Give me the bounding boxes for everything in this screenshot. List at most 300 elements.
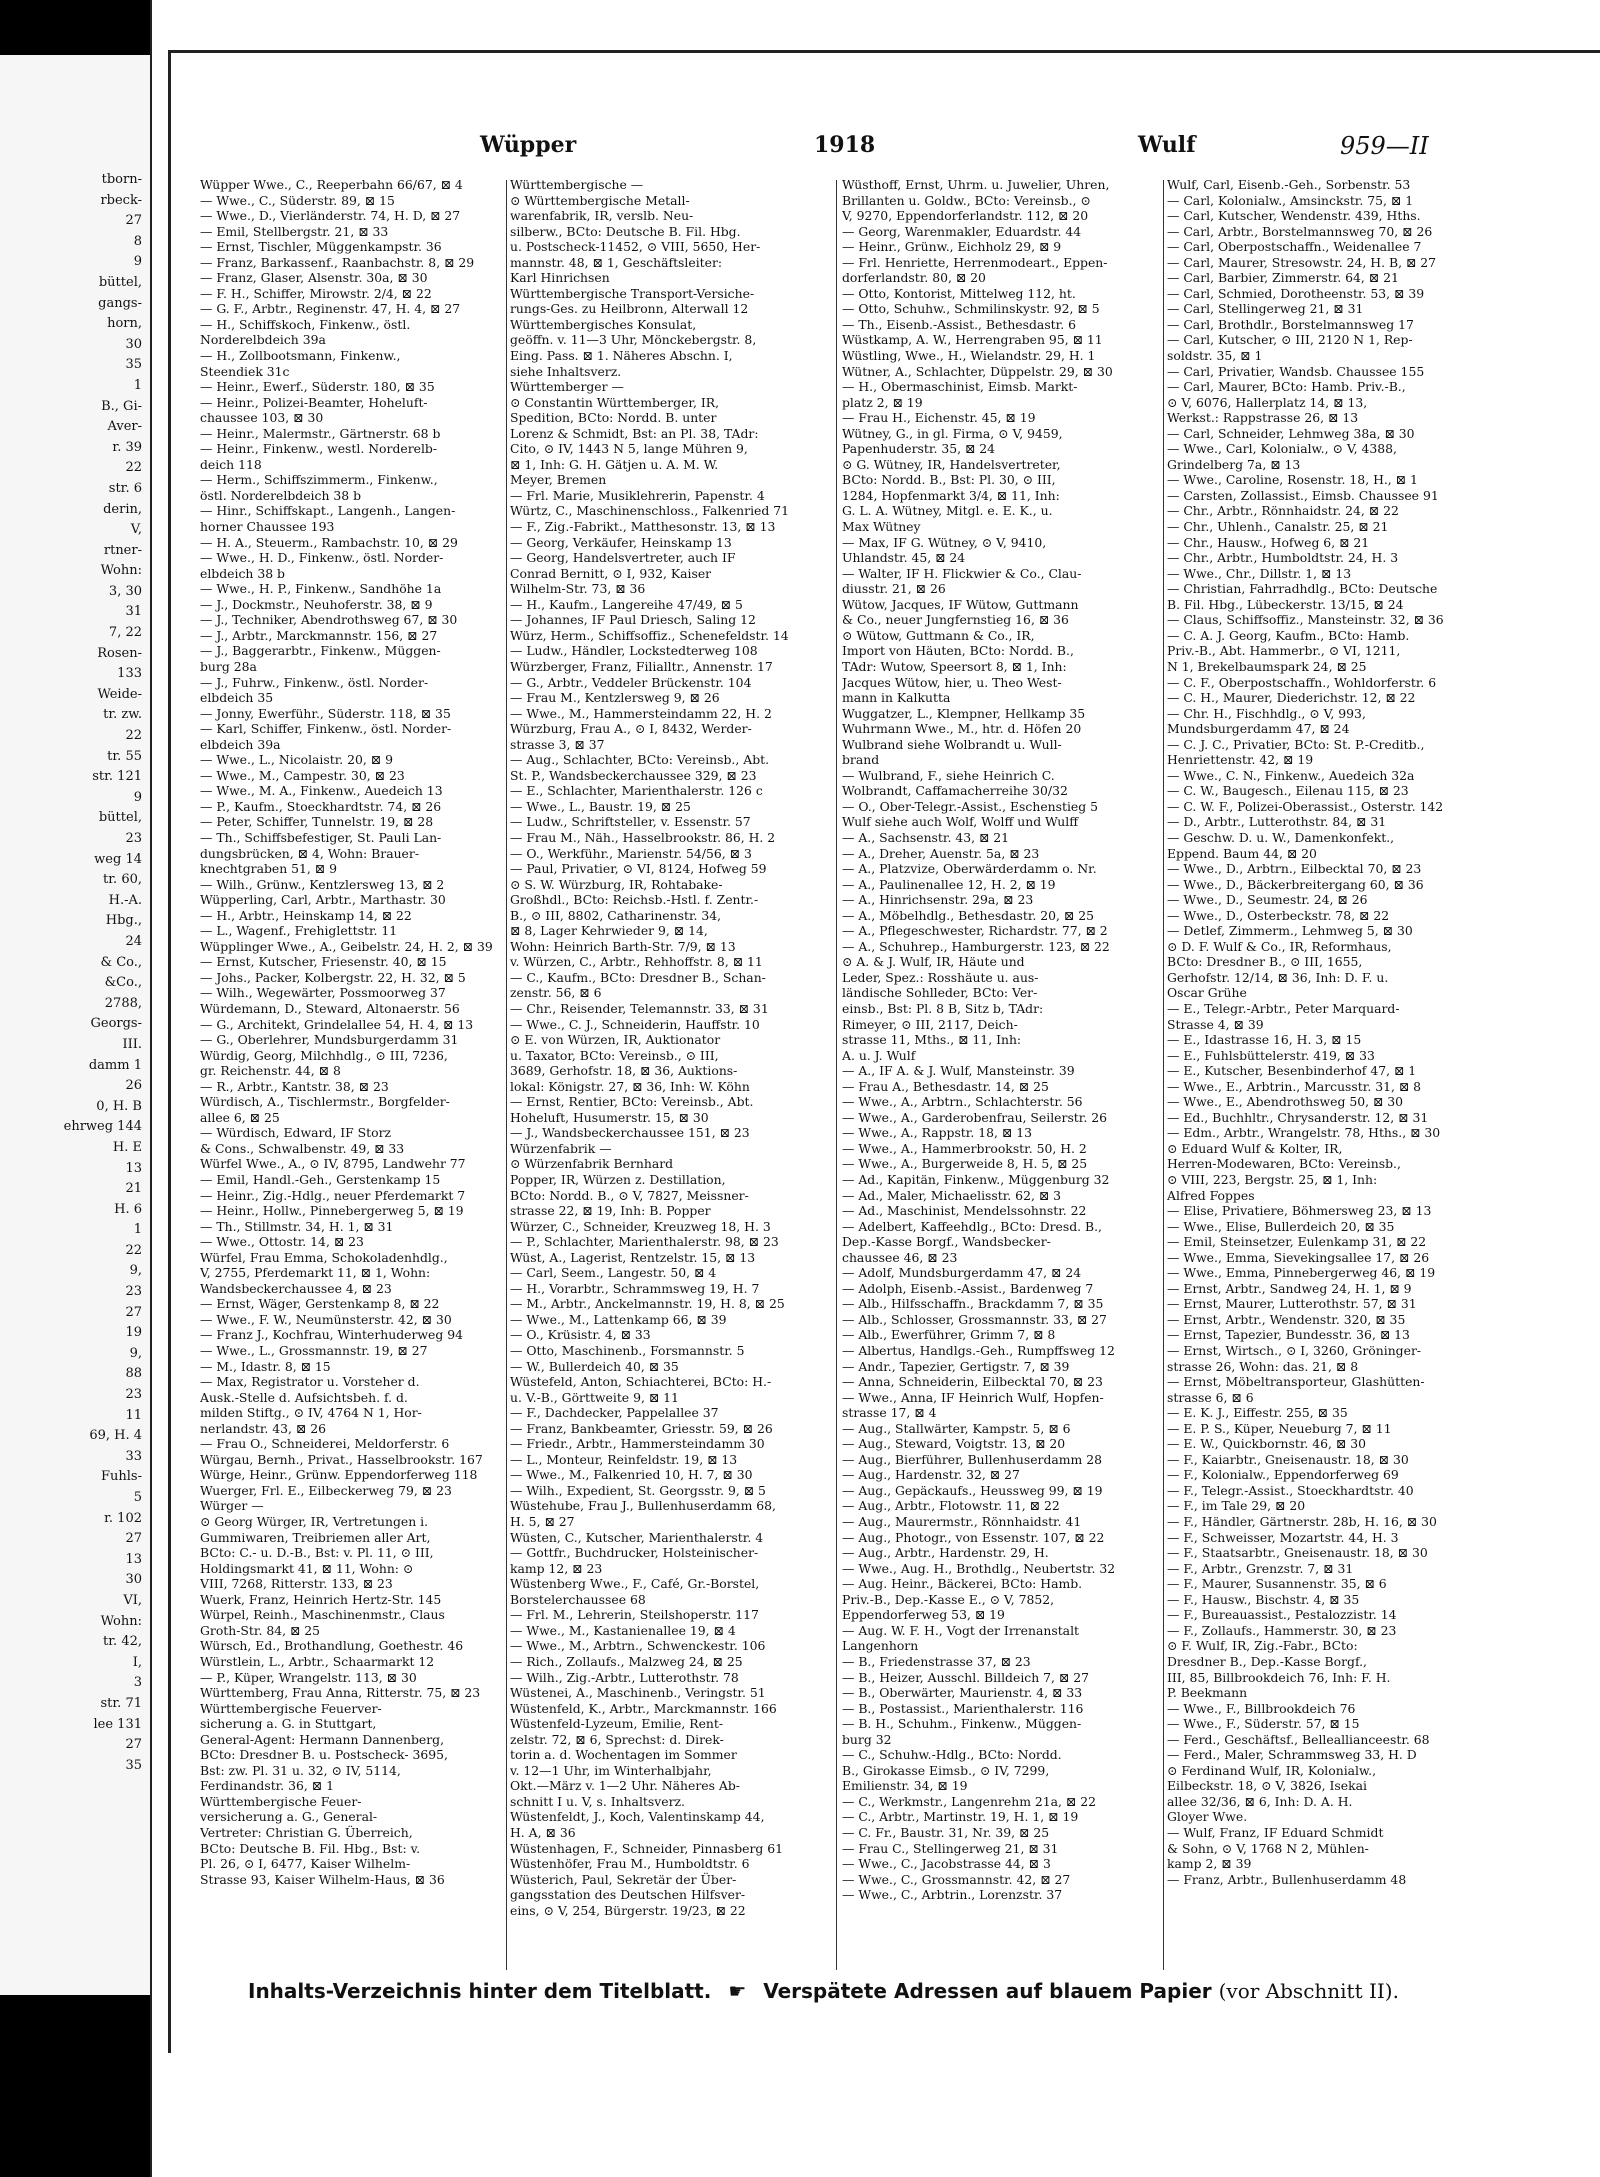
- directory-entry: TAdr: Wutow, Speersort 8, ⊠ 1, Inh:: [842, 658, 1067, 674]
- directory-entry: — B., Oberwärter, Maurienstr. 4, ⊠ 33: [842, 1685, 1083, 1701]
- directory-entry: — E. P. S., Küper, Neueburg 7, ⊠ 11: [1167, 1420, 1392, 1436]
- strip-fragment: str. 71: [100, 1695, 142, 1711]
- directory-entry: — Otto, Kontorist, Mittelweg 112, ht.: [842, 285, 1076, 301]
- directory-entry: — P., Schlachter, Marienthalerstr. 98, ⊠ 23: [510, 1234, 779, 1250]
- directory-entry: diusstr. 21, ⊠ 26: [842, 581, 946, 597]
- directory-entry: Wüstenfeld-Lyzeum, Emilie, Rent-: [510, 1716, 724, 1732]
- directory-entry: — Wwe., H. D., Finkenw., östl. Norder-: [200, 550, 444, 566]
- directory-entry: — Claus, Schiffsoffiz., Mansteinstr. 32, ⊠ 36: [1167, 612, 1444, 628]
- directory-entry: & Sohn, ⊙ V, 1768 N 2, Mühlen-: [1167, 1840, 1369, 1856]
- directory-entry: Langenhorn: [842, 1638, 919, 1654]
- directory-entry: Conrad Bernitt, ⊙ I, 932, Kaiser: [510, 565, 712, 581]
- directory-entry: — C. A. J. Georg, Kaufm., BCto: Hamb.: [1167, 627, 1410, 643]
- directory-entry: — Wwe., Ottostr. 14, ⊠ 23: [200, 1234, 364, 1250]
- directory-entry: — Aug., Steward, Voigtstr. 13, ⊠ 20: [842, 1436, 1066, 1452]
- directory-entry: — C. H., Maurer, Diederichstr. 12, ⊠ 22: [1167, 690, 1416, 706]
- directory-entry: — Franz, Arbtr., Bullenhuserdamm 48: [1167, 1871, 1407, 1887]
- directory-entry: — Wwe., Elise, Bullerdeich 20, ⊠ 35: [1167, 1218, 1395, 1234]
- directory-entry: brand: [842, 752, 880, 768]
- directory-entry: Henriettenstr. 42, ⊠ 19: [1167, 752, 1314, 768]
- directory-entry: — Carl, Barbier, Zimmerstr. 64, ⊠ 21: [1167, 270, 1399, 286]
- directory-column-1: [200, 177, 502, 1972]
- directory-entry: — Ernst, Wäger, Gerstenkamp 8, ⊠ 22: [200, 1296, 440, 1312]
- directory-entry: — R., Arbtr., Kantstr. 38, ⊠ 23: [200, 1078, 389, 1094]
- directory-entry: — Frl. Marie, Musiklehrerin, Papenstr. 4: [510, 487, 765, 503]
- directory-entry: — J., Baggerarbtr., Finkenw., Müggen-: [200, 643, 441, 659]
- strip-fragment: III.: [122, 1036, 142, 1052]
- directory-entry: — F., Dachdecker, Pappelallee 37: [510, 1405, 719, 1421]
- directory-entry: — Wilh., Grünw., Kentzlersweg 13, ⊠ 2: [200, 876, 445, 892]
- directory-entry: — G., Architekt, Grindelallee 54, H. 4, ⊠ 13: [200, 1016, 474, 1032]
- directory-entry: gangsstation des Deutschen Hilfsver-: [510, 1887, 746, 1903]
- directory-entry: ⊙ Württembergische Metall-: [510, 192, 690, 208]
- directory-entry: — Adolf, Mundsburgerdamm 47, ⊠ 24: [842, 1265, 1082, 1281]
- strip-fragment: 23: [125, 1387, 142, 1403]
- directory-entry: — Ernst, Tapezier, Bundesstr. 36, ⊠ 13: [1167, 1327, 1410, 1343]
- directory-entry: Würdemann, D., Steward, Altonaerstr. 56: [200, 1000, 460, 1016]
- strip-fragment: 9,: [129, 1263, 142, 1279]
- directory-entry: — C., Schuhw.-Hdlg., BCto: Nordd.: [842, 1747, 1062, 1763]
- directory-entry: V, 2755, Pferdemarkt 11, ⊠ 1, Wohn:: [200, 1265, 431, 1281]
- directory-entry: — Wwe., D., Vierländerstr. 74, H. D, ⊠ 27: [200, 208, 461, 224]
- directory-entry: — H., Zollbootsmann, Finkenw.,: [200, 348, 401, 364]
- directory-column-2: [510, 177, 828, 1972]
- directory-entry: — Ed., Buchhltr., Chrysanderstr. 12, ⊠ 31: [1167, 1109, 1429, 1125]
- directory-entry: Wuhrmann Wwe., M., htr. d. Höfen 20: [842, 721, 1082, 737]
- directory-entry: — Wwe., D., Arbtrn., Eilbecktal 70, ⊠ 23: [1167, 861, 1422, 877]
- directory-entry: — Emil, Handl.-Geh., Gerstenkamp 15: [200, 1172, 441, 1187]
- directory-entry: — D., Arbtr., Lutterothstr. 84, ⊠ 31: [1167, 814, 1387, 830]
- directory-entry: — Wwe., A., Burgerweide 8, H. 5, ⊠ 25: [842, 1156, 1088, 1172]
- directory-entry: knechtgraben 51, ⊠ 9: [200, 861, 337, 877]
- directory-entry: Cito, ⊙ IV, 1443 N 5, lange Mühren 9,: [510, 441, 748, 457]
- directory-entry: Okt.—März v. 1—2 Uhr. Näheres Ab-: [510, 1778, 740, 1794]
- directory-entry: BCto: Deutsche B. Fil. Hbg., Bst: v.: [200, 1840, 421, 1856]
- directory-entry: — Wilh., Zig.-Arbtr., Lutterothstr. 78: [510, 1669, 739, 1685]
- directory-entry: Wüstenei, A., Maschinenb., Veringstr. 51: [510, 1685, 766, 1701]
- strip-fragment: 3: [133, 1675, 142, 1691]
- directory-entry: — F., im Tale 29, ⊠ 20: [1167, 1498, 1306, 1514]
- directory-entry: Groth-Str. 84, ⊠ 25: [200, 1622, 321, 1638]
- footer-late-addresses: Verspätete Adressen auf blauem Papier: [763, 1979, 1212, 2003]
- directory-entry: — Wwe., D., Bäckerbreitergang 60, ⊠ 36: [1167, 876, 1424, 892]
- directory-entry: Würge, Heinr., Grünw. Eppendorferweg 118: [200, 1467, 478, 1483]
- strip-fragment: Wohn:: [100, 563, 142, 579]
- directory-entry: Spedition, BCto: Nordd. B. unter: [510, 410, 717, 426]
- directory-entry: — Alb., Ewerführer, Grimm 7, ⊠ 8: [842, 1327, 1056, 1343]
- strip-fragment: H. 6: [114, 1201, 142, 1217]
- directory-entry: 1284, Hopfenmarkt 3/4, ⊠ 11, Inh:: [842, 487, 1060, 503]
- strip-fragment: 13: [125, 1551, 142, 1567]
- directory-entry: — C., Arbtr., Martinstr. 19, H. 1, ⊠ 19: [842, 1809, 1079, 1825]
- directory-entry: — Wwe., Carl, Kolonialw., ⊙ V, 4388,: [1167, 441, 1397, 457]
- directory-entry: Württembergische Transport-Versiche-: [510, 285, 755, 301]
- directory-entry: warenfabrik, IR, verslb. Neu-: [510, 208, 694, 224]
- directory-entry: — Wulbrand, F., siehe Heinrich C.: [842, 767, 1055, 783]
- directory-entry: — Jonny, Ewerführ., Süderstr. 118, ⊠ 35: [200, 705, 451, 721]
- directory-entry: — Carl, Privatier, Wandsb. Chaussee 155: [1167, 363, 1425, 379]
- directory-entry: Werkst.: Rappstrasse 26, ⊠ 13: [1167, 410, 1359, 426]
- page-footer: [248, 1979, 1448, 2013]
- directory-entry: chaussee 46, ⊠ 23: [842, 1249, 958, 1265]
- directory-entry: nerlandstr. 43, ⊠ 26: [200, 1420, 327, 1436]
- directory-entry: Borstelerchaussee 68: [510, 1591, 646, 1607]
- strip-fragment: Wohn:: [100, 1613, 142, 1629]
- previous-page-fragments: [2, 170, 142, 1776]
- directory-entry: ⊙ VIII, 223, Bergstr. 25, ⊠ 1, Inh:: [1167, 1172, 1378, 1187]
- directory-entry: Würgau, Bernh., Privat., Hasselbrookstr. 167: [200, 1451, 483, 1467]
- directory-entry: Wüstkamp, A. W., Herrengraben 95, ⊠ 11: [842, 332, 1103, 348]
- directory-entry: — Albertus, Handlgs.-Geh., Rumpffsweg 12: [842, 1343, 1115, 1359]
- directory-entry: — Otto, Maschinenb., Forsmannstr. 5: [510, 1343, 745, 1359]
- directory-entry: v. Würzen, C., Arbtr., Rehhoffstr. 8, ⊠ 11: [510, 954, 763, 970]
- directory-entry: — Wwe., M., Falkenried 10, H. 7, ⊠ 30: [510, 1467, 753, 1483]
- directory-entry: ⊠ 8, Lager Kehrwieder 9, ⊠ 14,: [510, 923, 708, 939]
- directory-entry: — Ernst, Rentier, BCto: Vereinsb., Abt.: [510, 1094, 754, 1110]
- directory-entry: — Heinr., Grünw., Eichholz 29, ⊠ 9: [842, 239, 1062, 255]
- directory-entry: — Wwe., C. N., Finkenw., Auedeich 32a: [1167, 767, 1415, 783]
- directory-entry: Wolbrandt, Caffamacherreihe 30/32: [842, 783, 1068, 799]
- directory-entry: dorferlandstr. 80, ⊠ 20: [842, 270, 986, 286]
- directory-entry: General-Agent: Hermann Dannenberg,: [200, 1731, 445, 1747]
- directory-entry: — E. W., Quickbornstr. 46, ⊠ 30: [1167, 1436, 1366, 1452]
- directory-entry: Wüstling, Wwe., H., Wielandstr. 29, H. 1: [842, 348, 1096, 364]
- directory-entry: — Heinr., Finkenw., westl. Norderelb-: [200, 441, 438, 457]
- directory-entry: — B., Heizer, Ausschl. Billdeich 7, ⊠ 27: [842, 1669, 1089, 1685]
- directory-entry: Pl. 26, ⊙ I, 6477, Kaiser Wilhelm-: [200, 1856, 411, 1872]
- directory-entry: Wulbrand siehe Wolbrandt u. Wull-: [842, 736, 1062, 752]
- directory-entry: Mundsburgerdamm 47, ⊠ 24: [1167, 721, 1350, 737]
- directory-entry: sicherung a. G. in Stuttgart,: [200, 1716, 377, 1732]
- directory-entry: — Anna, Schneiderin, Eilbecktal 70, ⊠ 23: [842, 1374, 1103, 1390]
- directory-entry: Bst: zw. Pl. 31 u. 32, ⊙ IV, 5114,: [200, 1762, 401, 1778]
- directory-entry: — Wwe., A., Rappstr. 18, ⊠ 13: [842, 1125, 1032, 1141]
- directory-entry: Gerhofstr. 12/14, ⊠ 36, Inh: D. F. u.: [1167, 969, 1389, 985]
- directory-entry: Import von Häuten, BCto: Nordd. B.,: [842, 643, 1074, 659]
- directory-entry: — Karl, Schiffer, Finkenw., östl. Norder-: [200, 721, 452, 737]
- directory-entry: — Frau M., Kentzlersweg 9, ⊠ 26: [510, 690, 720, 706]
- directory-entry: — M., Idastr. 8, ⊠ 15: [200, 1358, 331, 1374]
- directory-entry: Wütow, Jacques, ⅠF Wütow, Guttmann: [842, 596, 1079, 612]
- directory-entry: — J., Dockmstr., Neuhoferstr. 38, ⊠ 9: [200, 596, 433, 612]
- directory-entry: chaussee 103, ⊠ 30: [200, 410, 324, 426]
- column-divider: [1163, 180, 1164, 1970]
- directory-entry: — E., Fuhlsbüttelerstr. 419, ⊠ 33: [1167, 1047, 1375, 1063]
- directory-entry: — Carl, Brothdlr., Borstelmannsweg 17: [1167, 316, 1414, 332]
- strip-fragment: H.-A.: [108, 892, 142, 908]
- directory-column-4: [1167, 177, 1467, 1972]
- strip-fragment: str. 6: [108, 480, 142, 496]
- directory-entry: — A., Platzvize, Oberwärderdamm o. Nr.: [842, 861, 1097, 877]
- directory-entry: — A., Paulinenallee 12, H. 2, ⊠ 19: [842, 876, 1056, 892]
- directory-entry: zenstr. 56, ⊠ 6: [510, 985, 602, 1001]
- directory-entry: — Carl, Oberpostschaffn., Weidenallee 7: [1167, 239, 1422, 255]
- directory-entry: Jacques Wütow, hier, u. Theo West-: [842, 674, 1062, 690]
- directory-entry: — Aug., Arbtr., Flotowstr. 11, ⊠ 22: [842, 1498, 1060, 1514]
- directory-entry: — Wulf, Franz, ⅠF Eduard Schmidt: [1167, 1824, 1384, 1840]
- directory-entry: — Wwe., F. W., Neumünsterstr. 42, ⊠ 30: [200, 1311, 452, 1327]
- directory-entry: — Wwe., M., Lattenkamp 66, ⊠ 39: [510, 1311, 727, 1327]
- strip-fragment: 27: [125, 1737, 142, 1753]
- directory-entry: — Walter, ⅠF H. Flickwier & Co., Clau-: [842, 565, 1082, 581]
- directory-entry: — Heinr., Malermstr., Gärtnerstr. 68 b: [200, 425, 441, 441]
- strip-fragment: Rosen-: [97, 645, 142, 661]
- strip-fragment: 19: [125, 1325, 142, 1341]
- directory-entry: — Ernst, Maurer, Lutterothstr. 57, ⊠ 31: [1167, 1296, 1417, 1312]
- directory-entry: — Ernst, Kutscher, Friesenstr. 40, ⊠ 15: [200, 954, 447, 970]
- directory-entry: Strasse 93, Kaiser Wilhelm-Haus, ⊠ 36: [200, 1871, 445, 1887]
- directory-entry: Würdisch, A., Tischlermstr., Borgfelder-: [200, 1094, 450, 1110]
- directory-entry: — G., Oberlehrer, Mundsburgerdamm 31: [200, 1032, 459, 1048]
- directory-entry: — Franz J., Kochfrau, Winterhuderweg 94: [200, 1327, 463, 1343]
- directory-entry: Wüstenhagen, F., Schneider, Pinnasberg 61: [510, 1840, 784, 1856]
- directory-entry: BCto: Dresdner B. u. Postscheck- 3695,: [200, 1747, 448, 1763]
- directory-entry: — C. W., Baugesch., Eilenau 115, ⊠ 23: [1167, 783, 1409, 799]
- directory-entry: Priv.-B., Dep.-Kasse E., ⊙ V, 7852,: [842, 1591, 1055, 1607]
- directory-entry: Ausk.-Stelle d. Aufsichtsbeh. f. d.: [200, 1389, 408, 1405]
- strip-fragment: 1: [133, 1222, 142, 1238]
- directory-entry: Wüstefeld, Anton, Schiachterei, BCto: H.-: [510, 1374, 772, 1390]
- directory-entry: — Carl, Seem., Langestr. 50, ⊠ 4: [510, 1265, 717, 1281]
- directory-entry: Dresdner B., Dep.-Kasse Borgf.,: [1167, 1653, 1367, 1669]
- directory-entry: Popper, IR, Würzen z. Destillation,: [510, 1172, 726, 1187]
- header-year: 1918: [814, 132, 876, 158]
- directory-entry: — B. H., Schuhm., Finkenw., Müggen-: [842, 1716, 1082, 1732]
- directory-entry: Württembergische Feuer-: [200, 1793, 362, 1809]
- directory-entry: — Aug., Hardenstr. 32, ⊠ 27: [842, 1467, 1020, 1483]
- directory-entry: — Carl, Kutscher, ⊙ III, 2120 N 1, Rep-: [1167, 332, 1413, 348]
- directory-entry: — Franz, Bankbeamter, Griesstr. 59, ⊠ 26: [510, 1420, 773, 1436]
- strip-fragment: 11: [125, 1407, 142, 1423]
- directory-entry: Oscar Grühe: [1167, 985, 1247, 1001]
- directory-entry: — Ernst, Arbtr., Wendenstr. 320, ⊠ 35: [1167, 1311, 1406, 1327]
- directory-entry: eins, ⊙ V, 254, Bürgerstr. 19/23, ⊠ 22: [510, 1902, 746, 1918]
- directory-entry: — Alb., Schlosser, Grossmannstr. 33, ⊠ 27: [842, 1311, 1107, 1327]
- directory-entry: — Friedr., Arbtr., Hammersteindamm 30: [510, 1436, 765, 1452]
- directory-entry: kamp 12, ⊠ 23: [510, 1560, 603, 1576]
- directory-entry: — Wwe., D., Osterbeckstr. 78, ⊠ 22: [1167, 907, 1390, 923]
- directory-entry: Meyer, Bremen: [510, 472, 607, 488]
- directory-entry: — Wwe., M., Campestr. 30, ⊠ 23: [200, 767, 405, 783]
- directory-entry: — F., Arbtr., Grenzstr. 7, ⊠ 31: [1167, 1560, 1354, 1576]
- strip-fragment: tr. 42,: [103, 1634, 142, 1650]
- directory-entry: — Chr., Reisender, Telemannstr. 33, ⊠ 31: [510, 1000, 769, 1016]
- directory-entry: 3689, Gerhofstr. 18, ⊠ 36, Auktions-: [510, 1063, 738, 1079]
- directory-entry: BCto: Nordd. B., ⊙ V, 7827, Meissner-: [510, 1187, 749, 1203]
- directory-entry: — Ludw., Händler, Lockstedterweg 108: [510, 643, 758, 659]
- directory-entry: burg 28a: [200, 658, 257, 674]
- directory-entry: — Wwe., M., Arbtrn., Schwenckestr. 106: [510, 1638, 766, 1654]
- strip-fragment: 35: [125, 1757, 142, 1773]
- strip-fragment: horn,: [107, 316, 142, 332]
- directory-entry: Priv.-B., Abt. Hammerbr., ⊙ VI, 1211,: [1167, 643, 1401, 659]
- column-divider: [836, 180, 837, 1970]
- directory-entry: — M., Arbtr., Anckelmannstr. 19, H. 8, ⊠ 25: [510, 1296, 785, 1312]
- directory-entry: — Wilh., Wegewärter, Possmoorweg 37: [200, 985, 446, 1001]
- directory-entry: — F., Kaiarbtr., Gneisenaustr. 18, ⊠ 30: [1167, 1451, 1409, 1467]
- directory-entry: Wulf siehe auch Wolf, Wolff und Wulff: [842, 814, 1079, 830]
- footer-index-note: Inhalts-Verzeichnis hinter dem Titelblatt.: [248, 1979, 712, 2003]
- directory-entry: B. Fil. Hbg., Lübeckerstr. 13/15, ⊠ 24: [1167, 596, 1404, 612]
- strip-fragment: 23: [125, 1284, 142, 1300]
- strip-fragment: & Co.,: [100, 954, 142, 970]
- directory-entry: elbdeich 35: [200, 690, 274, 706]
- directory-entry: — Heinr., Zig.-Hdlg., neuer Pferdemarkt 7: [200, 1187, 466, 1203]
- directory-entry: Würz, Herm., Schiffsoffiz., Schenefeldstr. 14: [510, 627, 789, 643]
- directory-entry: — Wwe., L., Grossmannstr. 19, ⊠ 27: [200, 1343, 428, 1359]
- directory-entry: — Georg, Verkäufer, Heinskamp 13: [510, 534, 732, 550]
- directory-entry: platz 2, ⊠ 19: [842, 394, 923, 410]
- strip-fragment: 88: [125, 1366, 142, 1382]
- directory-entry: Würdig, Georg, Milchhdlg., ⊙ III, 7236,: [200, 1047, 448, 1063]
- directory-entry: Strasse 4, ⊠ 39: [1167, 1016, 1264, 1032]
- strip-fragment: tr. 60,: [103, 872, 142, 888]
- directory-entry: Wulf, Carl, Eisenb.-Geh., Sorbenstr. 53: [1167, 177, 1411, 192]
- directory-entry: — Ad., Maler, Michaelisstr. 62, ⊠ 3: [842, 1187, 1062, 1203]
- directory-entry: — Th., Stillmstr. 34, H. 1, ⊠ 31: [200, 1218, 394, 1234]
- strip-fragment: 30: [125, 336, 142, 352]
- strip-fragment: 22: [125, 460, 142, 476]
- directory-entry: horner Chaussee 193: [200, 519, 335, 535]
- directory-entry: Holdingsmarkt 41, ⊠ 11, Wohn: ⊙: [200, 1560, 414, 1576]
- directory-entry: elbdeich 39a: [200, 736, 281, 752]
- directory-entry: — Gottfr., Buchdrucker, Holsteinischer-: [510, 1545, 759, 1561]
- directory-entry: — Franz, Glaser, Alsenstr. 30a, ⊠ 30: [200, 270, 428, 286]
- strip-fragment: V,: [130, 522, 142, 538]
- directory-entry: — E., Telegr.-Arbtr., Peter Marquard-: [1167, 1000, 1400, 1016]
- strip-fragment: 2788,: [104, 995, 142, 1011]
- directory-entry: strasse 17, ⊠ 4: [842, 1405, 937, 1421]
- directory-entry: — Ernst, Wirtsch., ⊙ I, 3260, Gröninger-: [1167, 1343, 1422, 1359]
- strip-fragment: 1: [133, 377, 142, 393]
- strip-fragment: 9: [133, 789, 142, 805]
- strip-fragment: ehrweg 144: [63, 1119, 142, 1135]
- strip-fragment: 27: [125, 213, 142, 229]
- directory-entry: Karl Hinrichsen: [510, 270, 610, 286]
- directory-entry: — Franz, Barkassenf., Raanbachstr. 8, ⊠ 29: [200, 254, 475, 270]
- directory-entry: Wilhelm-Str. 73, ⊠ 36: [510, 581, 646, 597]
- directory-entry: Wüstenberg Wwe., F., Café, Gr.-Borstel,: [510, 1576, 760, 1592]
- directory-entry: allee 6, ⊠ 25: [200, 1109, 280, 1125]
- directory-entry: — Johannes, ⅠF Paul Driesch, Saling 12: [510, 612, 756, 628]
- directory-entry: — H. A., Steuerm., Rambachstr. 10, ⊠ 29: [200, 534, 458, 550]
- directory-entry: — Th., Eisenb.-Assist., Bethesdastr. 6: [842, 316, 1076, 332]
- directory-entry: Eppend. Baum 44, ⊠ 20: [1167, 845, 1317, 861]
- directory-entry: — W., Bullerdeich 40, ⊠ 35: [510, 1358, 679, 1374]
- directory-entry: — F., Telegr.-Assist., Stoeckhardtstr. 40: [1167, 1482, 1414, 1498]
- directory-entry: — F., Kolonialw., Eppendorferweg 69: [1167, 1467, 1399, 1483]
- directory-entry: — Ludw., Schriftsteller, v. Essenstr. 57: [510, 814, 751, 830]
- directory-entry: allee 32/36, ⊠ 6, Inh: D. A. H.: [1167, 1793, 1353, 1809]
- directory-entry: BCto: Nordd. B., Bst: Pl. 30, ⊙ III,: [842, 472, 1056, 488]
- directory-entry: — Aug. W. F. H., Vogt der Irrenanstalt: [842, 1622, 1080, 1638]
- directory-entry: — Emil, Stellbergstr. 21, ⊠ 33: [200, 223, 389, 239]
- directory-entry: ⊙ V, 6076, Hallerplatz 14, ⊠ 13,: [1167, 394, 1368, 410]
- directory-entry: — Wwe., E., Abendrothsweg 50, ⊠ 30: [1167, 1094, 1404, 1110]
- directory-entry: Brillanten u. Goldw., BCto: Vereinsb., ⊙: [842, 192, 1091, 208]
- strip-fragment: damm 1: [88, 1057, 142, 1073]
- directory-entry: — Ferd., Maler, Schrammsweg 33, H. D: [1167, 1747, 1417, 1763]
- strip-fragment: 24: [125, 933, 142, 949]
- directory-entry: — Wwe., L., Nicolaistr. 20, ⊠ 9: [200, 752, 394, 768]
- directory-entry: — Wwe., C., Arbtrin., Lorenzstr. 37: [842, 1887, 1063, 1903]
- strip-fragment: B., Gi-: [101, 398, 142, 414]
- strip-fragment: 7, 22: [108, 625, 142, 641]
- directory-entry: — Rich., Zollaufs., Malzweg 24, ⊠ 25: [510, 1653, 743, 1669]
- directory-entry: — Aug., Stallwärter, Kampstr. 5, ⊠ 6: [842, 1420, 1071, 1436]
- strip-fragment: 13: [125, 1160, 142, 1176]
- strip-fragment: 30: [125, 1572, 142, 1588]
- strip-fragment: rbeck-: [100, 192, 142, 208]
- directory-entry: — Chr., Arbtr., Humboldtstr. 24, H. 3: [1167, 550, 1399, 566]
- directory-entry: — F., Hausw., Bischstr. 4, ⊠ 35: [1167, 1591, 1360, 1607]
- directory-entry: — Wwe., M. A., Finkenw., Auedeich 13: [200, 783, 443, 799]
- directory-entry: Hoheluft, Husumerstr. 15, ⊠ 30: [510, 1109, 709, 1125]
- directory-entry: — Wwe., C., Grossmannstr. 42, ⊠ 27: [842, 1871, 1071, 1887]
- directory-entry: u. Taxator, BCto: Vereinsb., ⊙ III,: [510, 1047, 719, 1063]
- strip-fragment: H. E: [112, 1139, 142, 1155]
- directory-entry: — F., Zig.-Fabrikt., Matthesonstr. 13, ⊠ 13: [510, 519, 776, 535]
- strip-fragment: tr. 55: [107, 748, 142, 764]
- header-page-number: 959—II: [1340, 132, 1429, 160]
- strip-fragment: Fuhls-: [101, 1469, 142, 1485]
- directory-entry: Wüpperling, Carl, Arbtr., Marthastr. 30: [200, 892, 446, 908]
- directory-entry: ⊙ Constantin Württemberger, IR,: [510, 394, 720, 410]
- directory-entry: — A., ⅠF A. & J. Wulf, Mansteinstr. 39: [842, 1063, 1075, 1079]
- directory-entry: Uhlandstr. 45, ⊠ 24: [842, 550, 966, 566]
- directory-entry: ⊙ S. W. Würzburg, IR, Rohtabake-: [510, 876, 723, 892]
- directory-entry: ländische Sohlleder, BCto: Ver-: [842, 985, 1038, 1001]
- directory-entry: VIII, 7268, Ritterstr. 133, ⊠ 23: [200, 1576, 393, 1592]
- directory-entry: Wüstenfeld, K., Arbtr., Marckmannstr. 166: [510, 1700, 777, 1716]
- directory-entry: Wuerk, Franz, Heinrich Hertz-Str. 145: [200, 1591, 442, 1607]
- directory-entry: — Wwe., A., Garderobenfrau, Seilerstr. 26: [842, 1109, 1107, 1125]
- directory-entry: Würsch, Ed., Brothandlung, Goethestr. 46: [200, 1638, 464, 1654]
- directory-entry: — A., Schuhrep., Hamburgerstr. 123, ⊠ 22: [842, 938, 1110, 954]
- directory-entry: deich 118: [200, 456, 262, 472]
- directory-entry: Norderelbdeich 39a: [200, 332, 326, 348]
- directory-entry: — Aug., Photogr., von Essenstr. 107, ⊠ 22: [842, 1529, 1105, 1545]
- directory-entry: Wüstehube, Frau J., Bullenhuserdamm 68,: [510, 1498, 776, 1514]
- directory-entry: — Wwe., L., Baustr. 19, ⊠ 25: [510, 798, 691, 814]
- header-first-name: Wüpper: [480, 132, 577, 158]
- strip-fragment: 33: [125, 1448, 142, 1464]
- directory-entry: Würzer, C., Schneider, Kreuzweg 18, H. 3: [510, 1218, 771, 1234]
- directory-entry: — Th., Schiffsbefestiger, St. Pauli Lan-: [200, 829, 442, 845]
- directory-entry: geöffn. v. 11—3 Uhr, Mönckebergstr. 8,: [510, 332, 757, 348]
- directory-entry: — Herm., Schiffszimmerm., Finkenw.,: [200, 472, 438, 488]
- directory-entry: — Wwe., A., Arbtrn., Schlachterstr. 56: [842, 1094, 1083, 1110]
- directory-entry: Vertreter: Christian G. Überreich,: [200, 1824, 413, 1840]
- directory-entry: milden Stiftg., ⊙ IV, 4764 N 1, Hor-: [200, 1405, 422, 1421]
- directory-entry: silberw., BCto: Deutsche B. Fil. Hbg.: [510, 223, 741, 239]
- directory-entry: Papenhuderstr. 35, ⊠ 24: [842, 441, 996, 457]
- directory-entry: dungsbrücken, ⊠ 4, Wohn: Brauer-: [200, 845, 420, 861]
- directory-entry: soldstr. 35, ⊠ 1: [1167, 348, 1263, 364]
- strip-fragment: 69, H. 4: [89, 1428, 142, 1444]
- directory-entry: — E., Idastrasse 16, H. 3, ⊠ 15: [1167, 1032, 1362, 1048]
- directory-entry: — Aug., Schlachter, BCto: Vereinsb., Abt.: [510, 752, 770, 768]
- directory-entry: Leder, Spez.: Rosshäute u. aus-: [842, 969, 1039, 985]
- directory-entry: — Chr., Uhlenh., Canalstr. 25, ⊠ 21: [1167, 519, 1389, 535]
- directory-entry: Lorenz & Schmidt, Bst: an Pl. 38, TAdr:: [510, 425, 759, 441]
- directory-entry: torin a. d. Wochentagen im Sommer: [510, 1747, 737, 1763]
- directory-entry: Dep.-Kasse Borgf., Wandsbecker-: [842, 1234, 1051, 1250]
- directory-entry: — J., Techniker, Abendrothsweg 67, ⊠ 30: [200, 612, 458, 628]
- directory-entry: Gloyer Wwe.: [1167, 1809, 1248, 1825]
- directory-column-3: [842, 177, 1159, 1972]
- strip-fragment: 35: [125, 357, 142, 373]
